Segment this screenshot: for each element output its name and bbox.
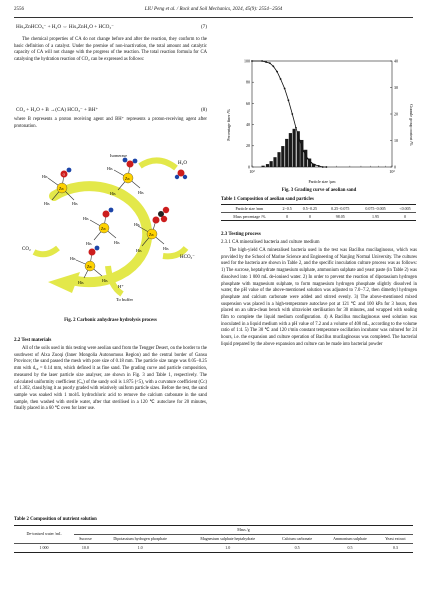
x-tick-label: 10²	[249, 169, 255, 174]
svg-text:His: His	[114, 240, 120, 245]
h-plus-label: H⁺	[118, 284, 124, 289]
table-1-header: 0.5−0.25	[302, 206, 318, 211]
percentage-finer-point	[307, 158, 309, 160]
table-1-cell: 1.95	[371, 214, 379, 219]
svg-text:Zn: Zn	[87, 264, 92, 269]
percentage-finer-point	[265, 61, 267, 63]
svg-text:His: His	[86, 241, 92, 246]
percentage-finer-point	[269, 62, 271, 64]
left-paragraph-1	[14, 37, 207, 64]
percentage-finer-point	[261, 60, 263, 62]
equation-7	[14, 24, 207, 32]
y2-tick-label: 0	[394, 164, 396, 170]
page-number: 2556	[14, 7, 24, 12]
zn-complex-3	[83, 208, 120, 246]
granule-bar	[266, 164, 269, 167]
table-2-caption: Table 2 Composition of nutrient solution	[14, 517, 97, 522]
percentage-finer-point	[284, 88, 286, 90]
percentage-finer-point	[299, 140, 301, 142]
co2-label: CO₂	[22, 247, 31, 252]
x-tick-label: 10³	[389, 169, 395, 174]
grading-curve-chart	[222, 55, 417, 185]
table-1-cell: 0	[286, 214, 289, 219]
y-tick-label: 100	[244, 58, 250, 64]
table-1-header-row	[221, 205, 416, 213]
table-2-header: Sucrose	[79, 535, 92, 541]
table-2-group-row	[14, 526, 413, 535]
figure-2-caption: Fig. 2 Carbonic anhydrase hydrolysis process	[64, 318, 157, 323]
cycle-arrow-head	[48, 272, 80, 293]
proton-agent-paragraph: where B represents a proton receiving agent and BH⁺ represents a proton-receiving agent after protonation.	[14, 117, 207, 129]
h2o-arrow	[140, 160, 176, 168]
y-tick-label: 60	[246, 100, 250, 106]
figure-3-caption: Fig. 3 Grading curve of aeolian sand	[281, 188, 357, 193]
chart-bars	[261, 129, 315, 167]
granule-bar	[285, 139, 288, 167]
percentage-finer-point	[295, 127, 297, 129]
table-1-header: <0.005	[399, 206, 411, 211]
svg-text:His: His	[83, 216, 89, 221]
table-1-cell: 0	[308, 214, 311, 219]
table-1-header: 0.075−0.005	[365, 206, 386, 211]
percentage-finer-point	[251, 60, 253, 62]
journal-citation: LIU Peng et al. / Rock and Soil Mechanics, 2024, 45(9): 2554−2564	[144, 7, 283, 12]
table-1-header: 2−0.5	[282, 206, 292, 211]
right-column-text	[221, 248, 417, 349]
svg-text:His: His	[134, 222, 140, 227]
section-2-2-heading: 2.2 Test materials	[14, 338, 52, 343]
test-materials-paragraph: All of the soils used in this testing were aeolian sand from the Tengger Desert, on the border to the southwest of Alxa Zuoqi (Inner Mongolia Autonomous Region) and the central border of Gansu Province; the sand passed the mesh with pore size of 0.18 mm. The particle size range was 0.05−0.25 mm with d₅₀ = 0.14 mm, which defined it as fine sand. The grading curve and particle composition, measured by the laser particle size analyser, are shown in Fig. 3 and Table 1, respectively. The calculated uniformity coefficient (Cᵤ) of the sandy soil is 1.875 (<5), with a curvature coefficient (Cᴄ) of 1.302, classifying it as poorly graded with relatively uniform particle sizes. Before the test, the sand sample was soaked with 1 mol/L hydrochloric acid to remove the calcium carbonate in the sand sample, then washed with sterile water, after that sterilised in a 120 ℃ autoclave for 20 minutes, finally placed in a 60 ℃ oven for later use.	[14, 346, 207, 412]
table-1-header: Particle size /mm	[235, 206, 264, 211]
equation-8	[14, 107, 207, 115]
header-rule	[14, 17, 413, 18]
percentage-finer-point	[303, 150, 305, 152]
table-2-header: Ammonium sulphate	[333, 535, 367, 541]
percentage-finer-point	[314, 164, 316, 166]
svg-text:His: His	[72, 201, 78, 206]
equation-8-body: CO₂ + H₂O + B →(CA) HCO₃⁻ + BH⁺	[16, 107, 99, 113]
culture-process-paragraph: The high-yield CA mineralised bacteria used in the test was Bacillus mucilaginosus, which was provided by the School of Marine Science and Engineering of Nanjing Normal University. The cultures used for the bacteria are shown in Table 2, and the specific inoculation culture process was as follows: 1) The sucrose, heptahydrate magnesium sulphate, ammonium sulphate and yeast paste (in Table 2) was dissolved into 1 000 mL de-ionised water. 2) In order to prevent the reaction of dipotassium hydrogen phosphate with magnesium sulphate, to form magnesium hydrogen phosphate slightly dissolved in water, the pH value of the above-mentioned solution was adjusted to 7.0−7.2, then dimethyl hydrogen phosphate and calcium carbonate were added and stirred evenly. 3) The above-mentioned mixed suspension was placed in a high-temperature autoclave pot at 121 ℃ and 100 kPa for 3 hours, then placed on an ultra-clean bench with ultraviolet sterilisation for 30 minutes, and wrapped with sealing film to complete the liquid medium configuration. 4) A Bacillus mucilaginosus seed solution was inoculated in a liquid medium with a pH value of 7.2 and a volume of 400 mL, according to the volume ratio of 1∶4. 5) The 30 ℃ and 120 r/min constant temperature oscillation incubator was cultured for 24 hours, i.e. the expansion and culture operation of Bacillus mucilaginosus was completed. The bacterial liquid prepared by the above expansion and culture can be made into bacterial powder	[221, 248, 417, 347]
percentage-finer-point	[326, 166, 328, 168]
y-tick-label: 0	[248, 164, 250, 170]
svg-text:His: His	[138, 190, 144, 195]
granule-bar	[273, 157, 276, 167]
svg-text:Zn: Zn	[101, 226, 106, 231]
percentage-finer-point	[310, 162, 312, 164]
table-2-row	[14, 544, 413, 553]
section-2-3-heading: 2.3 Testing process	[221, 232, 261, 237]
svg-text:Zn: Zn	[59, 186, 64, 191]
percentage-finer-point	[322, 166, 324, 168]
y2-tick-label: 10	[394, 137, 398, 143]
table-1-cell: 98.05	[335, 214, 345, 219]
y2-tick-label: 30	[394, 84, 398, 90]
svg-text:His: His	[163, 246, 169, 251]
table-2-cell: 0.3	[392, 544, 398, 550]
svg-text:His: His	[136, 248, 142, 253]
section-2-3-1-heading: 2.3.1 CA mineralised bacteria and culture medium	[221, 240, 320, 245]
water-molecule	[175, 161, 188, 179]
percentage-finer-point	[272, 65, 274, 67]
y-tick-label: 40	[246, 122, 250, 127]
y2-tick-label: 40	[394, 58, 398, 64]
x-axis-label: Particle size /µm	[308, 179, 336, 184]
granule-bar	[289, 133, 292, 167]
table-2-cell: 1.0	[225, 544, 231, 550]
table-2-cell: 0.5	[347, 544, 353, 550]
equation-7-body: His₃ZnHCO₃⁻ + H₂O ⇔ His₃ZnH₂O + HCO₃⁻	[16, 24, 114, 30]
table-2	[14, 525, 413, 553]
percentage-finer-point	[276, 71, 278, 73]
co2-arrow	[34, 248, 58, 254]
table-2-header: Calcium carbonate	[282, 535, 313, 541]
equation-8-number: (8)	[200, 107, 207, 113]
svg-text:His: His	[44, 201, 50, 206]
left-paragraph-2	[14, 117, 207, 130]
table-2-cell: 1 000	[39, 544, 49, 550]
granule-bar	[261, 166, 264, 167]
svg-text:His: His	[107, 166, 113, 171]
table-2-mass-header: Mass /g	[74, 526, 413, 535]
plot-frame	[252, 61, 392, 167]
carbonic-anhydrase-diagram	[18, 148, 203, 303]
percentage-finer-point	[318, 165, 320, 167]
table-2-header: Magnesium sulphate heptahydrate	[200, 535, 256, 541]
svg-text:Zn: Zn	[125, 176, 130, 181]
y-axis-label: Percentage finer /%	[226, 109, 231, 141]
svg-text:O: O	[62, 172, 66, 177]
percentage-finer-point	[288, 99, 290, 101]
table-1-header: 0.25−0.075	[331, 206, 350, 211]
svg-text:His: His	[42, 174, 48, 179]
y2-axis-label: Granule group content /%	[409, 104, 414, 146]
svg-text:His: His	[110, 191, 116, 196]
table-1-caption: Table 1 Composition of aeolian sand particles	[221, 197, 314, 202]
table-2-header-row	[14, 535, 413, 544]
table-2-header: Yeast extract	[385, 535, 406, 541]
cycle-arrow	[54, 186, 147, 282]
granule-bar	[281, 146, 284, 167]
y-tick-label: 20	[246, 143, 250, 149]
svg-text:His: His	[70, 256, 76, 261]
table-1-cell: Mass percentage /%	[233, 214, 266, 219]
granule-bar	[270, 161, 273, 167]
table-1-row	[221, 213, 416, 221]
hco3-label: HCO₃⁻	[180, 255, 195, 260]
table-2-cell: 10.0	[81, 544, 89, 550]
percentage-finer-point	[291, 113, 293, 115]
chart-axes	[244, 58, 398, 174]
page-header	[14, 7, 413, 17]
svg-text:His: His	[102, 278, 108, 283]
table-1	[221, 204, 416, 221]
y-tick-label: 80	[246, 79, 250, 85]
table-2-header: Dipotassium hydrogen phosphate	[113, 535, 167, 541]
y2-tick-label: 20	[394, 111, 398, 117]
table-1-cell: 0	[403, 214, 406, 219]
isomerase-label: Isomerase	[110, 153, 127, 158]
catalyst-paragraph: The chemical properties of CA do not change before and after the reaction, they conform to the basic definition of a catalyst. Under the premise of non-inactivation, the total amount and catalytic capacity of CA will not change with the progress of the reaction. The total reaction formula for CA catalysing the hydration reaction of CO₂ can be expressed as follows:	[14, 37, 207, 63]
granule-bar	[293, 129, 296, 167]
h2o-label: H₂O	[178, 161, 187, 166]
svg-text:Zn: Zn	[149, 232, 154, 237]
table-2-cell: 0.5	[294, 544, 300, 550]
equation-7-number: (7)	[200, 24, 207, 30]
table-2-water-header: De-ionised water /mL	[14, 526, 74, 544]
svg-text:His: His	[78, 280, 84, 285]
table-2-cell: 1.0	[137, 544, 143, 550]
test-materials-text	[14, 346, 207, 413]
granule-bar	[277, 152, 280, 167]
to-buffer-label: To buffer	[116, 297, 134, 302]
percentage-finer-point	[280, 78, 282, 80]
